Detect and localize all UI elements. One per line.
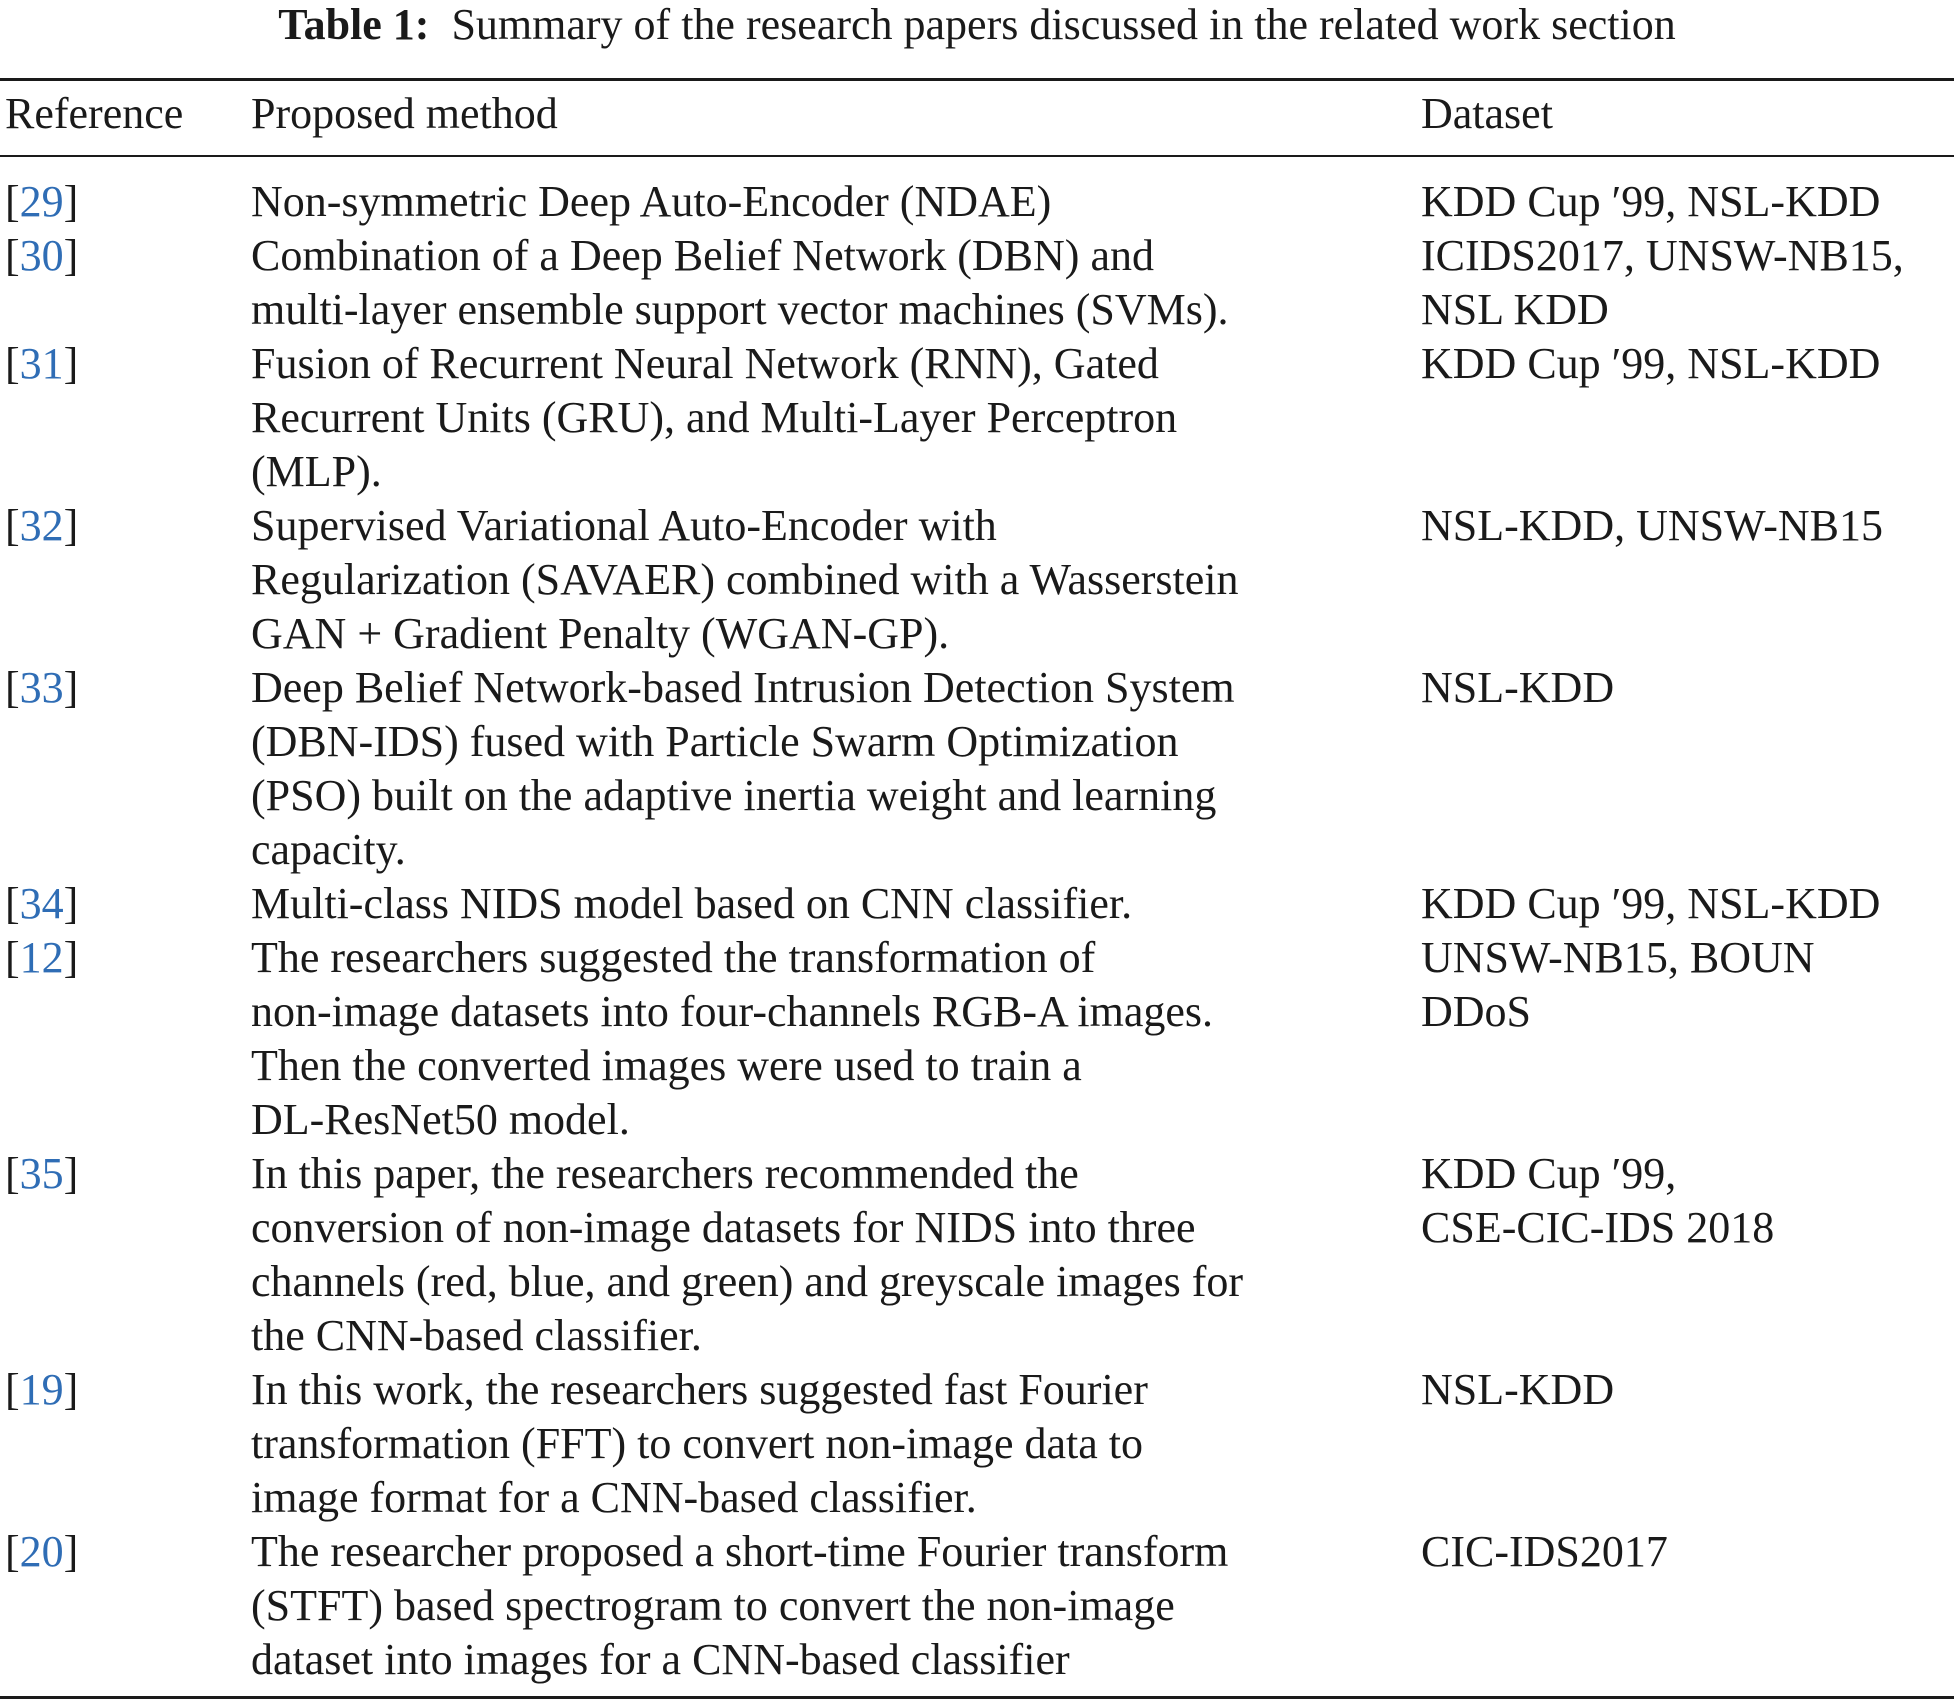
reference-cell: [32] [5,501,79,550]
method-line: (DBN-IDS) fused with Particle Swarm Optimization [251,717,1179,766]
reference-cell: [30] [5,231,79,280]
method-line: (PSO) built on the adaptive inertia weight and learning [251,771,1217,820]
method-line: non-image datasets into four-channels RGB-A images. [251,987,1214,1036]
method-line: Supervised Variational Auto-Encoder with [251,501,997,550]
table-caption [0,0,1954,50]
dataset-line: DDoS [1421,987,1532,1036]
citation-link[interactable]: 33 [19,663,64,712]
method-line: Non-symmetric Deep Auto-Encoder (NDAE) [251,177,1052,226]
dataset-line: CIC-IDS2017 [1421,1527,1668,1576]
method-line: Fusion of Recurrent Neural Network (RNN), Gated [251,339,1159,388]
method-line: transformation (FFT) to convert non-image data to [251,1419,1143,1468]
method-line: Recurrent Units (GRU), and Multi-Layer Perceptron [251,393,1178,442]
citation-link[interactable]: 31 [19,339,64,388]
dataset-line: ICIDS2017, UNSW-NB15, [1421,231,1904,280]
dataset-line: KDD Cup ′99, NSL-KDD [1421,177,1881,226]
top-rule [0,78,1954,81]
method-line: image format for a CNN-based classifier. [251,1473,977,1522]
method-line: channels (red, blue, and green) and greyscale images for [251,1257,1243,1306]
method-line: conversion of non-image datasets for NIDS into three [251,1203,1196,1252]
header-rule [0,155,1954,157]
method-line: the CNN-based classifier. [251,1311,702,1360]
method-line: GAN + Gradient Penalty (WGAN-GP). [251,609,950,658]
dataset-line: NSL-KDD [1421,1365,1615,1414]
header-reference: Reference [5,89,184,138]
header-dataset: Dataset [1421,89,1553,138]
method-line: The researchers suggested the transformation of [251,933,1096,982]
dataset-line: UNSW-NB15, BOUN [1421,933,1815,982]
method-line: In this work, the researchers suggested fast Fourier [251,1365,1148,1414]
method-line: In this paper, the researchers recommended the [251,1149,1079,1198]
method-line: (STFT) based spectrogram to convert the non-image [251,1581,1175,1630]
reference-cell: [19] [5,1365,79,1414]
dataset-line: CSE-CIC-IDS 2018 [1421,1203,1775,1252]
method-line: Multi-class NIDS model based on CNN classifier. [251,879,1133,928]
reference-cell: [20] [5,1527,79,1576]
citation-link[interactable]: 32 [19,501,64,550]
reference-cell: [29] [5,177,79,226]
method-line: dataset into images for a CNN-based classifier [251,1635,1070,1684]
caption-label: Table 1: [278,0,430,49]
reference-cell: [35] [5,1149,79,1198]
reference-cell: [34] [5,879,79,928]
citation-link[interactable]: 19 [19,1365,64,1414]
dataset-line: NSL KDD [1421,285,1609,334]
method-line: capacity. [251,825,406,874]
method-line: Then the converted images were used to train a [251,1041,1082,1090]
bottom-rule [0,1696,1954,1699]
citation-link[interactable]: 35 [19,1149,64,1198]
dataset-line: NSL-KDD, UNSW-NB15 [1421,501,1883,550]
method-line: (MLP). [251,447,382,496]
citation-link[interactable]: 29 [19,177,64,226]
dataset-line: KDD Cup ′99, NSL-KDD [1421,879,1881,928]
citation-link[interactable]: 34 [19,879,64,928]
method-line: DL-ResNet50 model. [251,1095,630,1144]
citation-link[interactable]: 30 [19,231,64,280]
method-line: Deep Belief Network-based Intrusion Detection System [251,663,1235,712]
method-line: The researcher proposed a short-time Fourier transform [251,1527,1229,1576]
reference-cell: [33] [5,663,79,712]
citation-link[interactable]: 12 [19,933,64,982]
dataset-line: KDD Cup ′99, NSL-KDD [1421,339,1881,388]
header-method: Proposed method [251,89,558,138]
dataset-line: KDD Cup ′99, [1421,1149,1677,1198]
citation-link[interactable]: 20 [19,1527,64,1576]
method-line: multi-layer ensemble support vector machines (SVMs). [251,285,1229,334]
caption-text: Summary of the research papers discussed in the related work section [451,0,1676,49]
method-line: Regularization (SAVAER) combined with a Wasserstein [251,555,1239,604]
reference-cell: [12] [5,933,79,982]
method-line: Combination of a Deep Belief Network (DBN) and [251,231,1154,280]
dataset-line: NSL-KDD [1421,663,1615,712]
reference-cell: [31] [5,339,79,388]
